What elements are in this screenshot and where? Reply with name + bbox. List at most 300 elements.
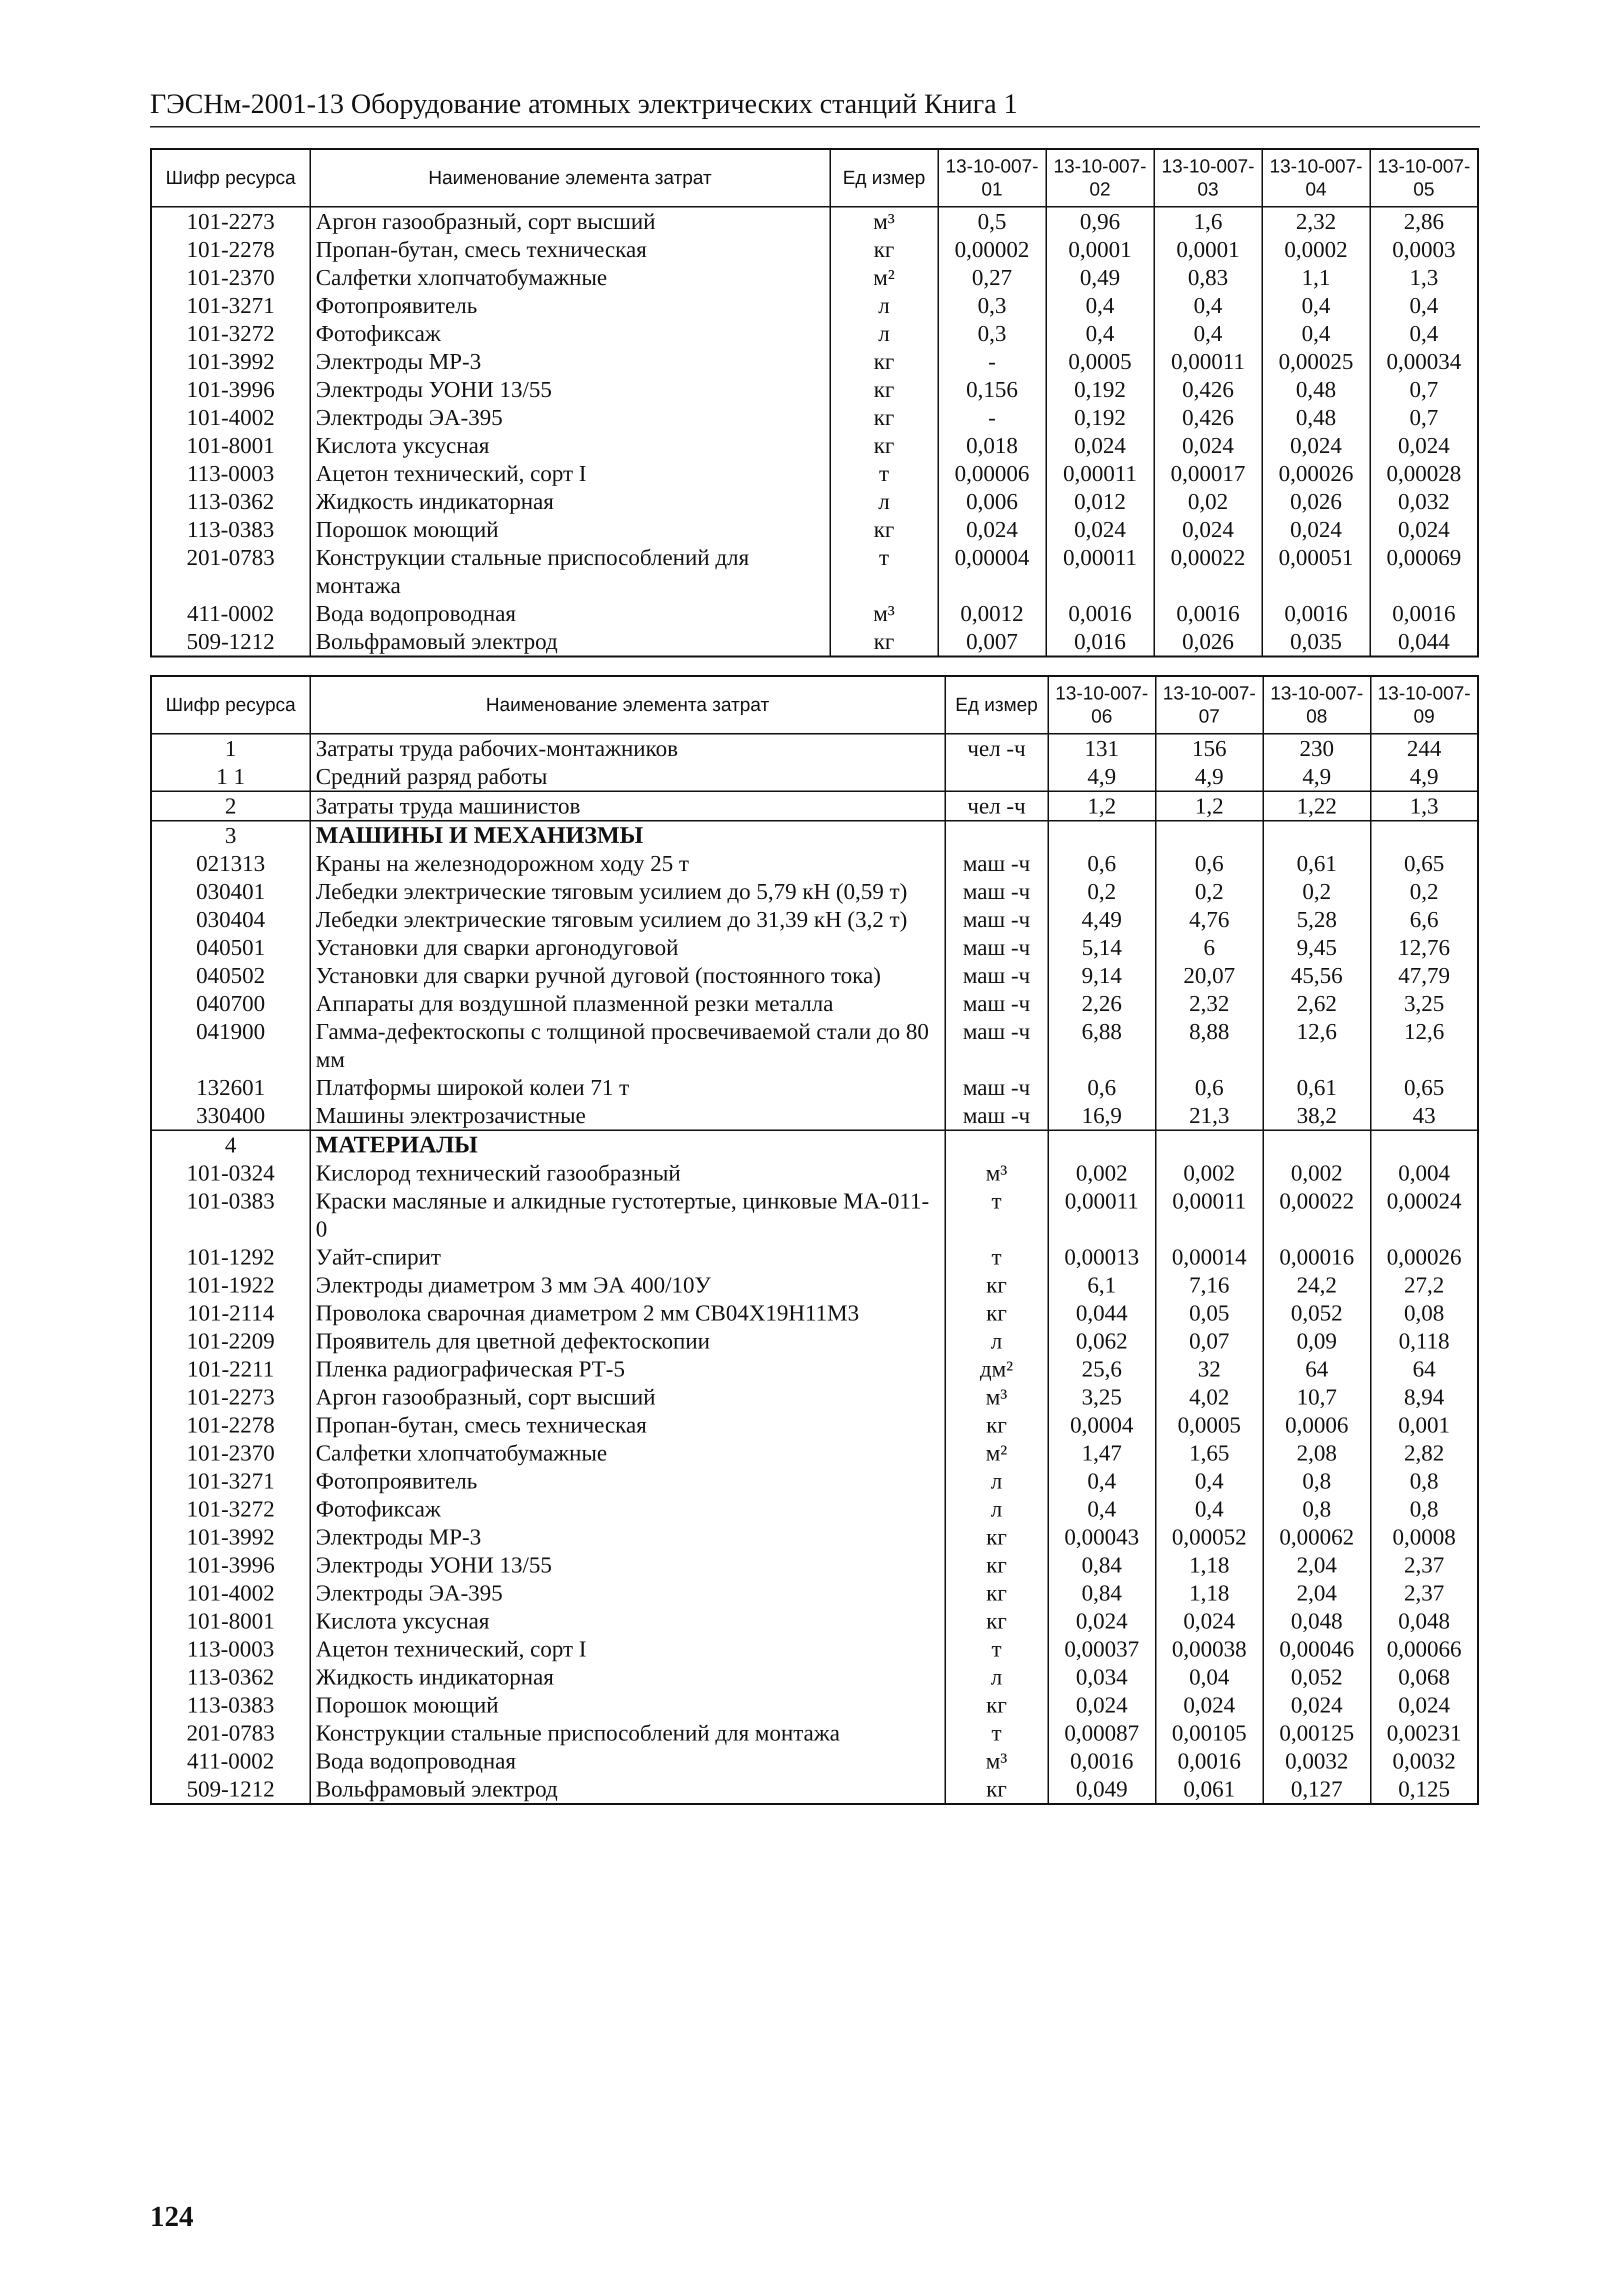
value-cell: 0,65	[1370, 850, 1478, 878]
value-cell: 0,006	[938, 488, 1046, 516]
value-cell: 0,0016	[1370, 600, 1478, 628]
resource-code: 040502	[151, 962, 310, 990]
value-cell: 0,00011	[1156, 1187, 1263, 1243]
value-cell: 0,00087	[1048, 1719, 1156, 1747]
unit: кг	[830, 348, 938, 376]
resource-code: 101-0383	[151, 1187, 310, 1243]
value-cell: 12,6	[1370, 1018, 1478, 1074]
unit: кг	[945, 1691, 1048, 1719]
value-cell: 0,00025	[1262, 348, 1370, 376]
unit: м²	[830, 264, 938, 292]
resource-code: 201-0783	[151, 1719, 310, 1747]
resource-name: Пропан-бутан, смесь техническая	[310, 236, 830, 264]
resource-table-2	[150, 675, 1479, 1805]
table-row	[151, 1691, 1478, 1719]
unit: кг	[830, 516, 938, 544]
value-cell: 0,2	[1048, 878, 1156, 906]
resource-code: 101-4002	[151, 1579, 310, 1607]
resource-name: Гамма-дефектоскопы с толщиной просвечиваемой стали до 80 мм	[310, 1018, 945, 1074]
table-header-row	[151, 676, 1478, 734]
value-cell: 0,426	[1154, 404, 1262, 432]
resource-code: 2	[151, 792, 310, 821]
value-cell: 0,8	[1263, 1495, 1370, 1523]
table-row	[151, 236, 1478, 264]
column-header-unit: Ед измер	[945, 676, 1048, 734]
value-cell: 0,035	[1262, 628, 1370, 656]
value-cell: 0,7	[1370, 404, 1478, 432]
unit: т	[945, 1719, 1048, 1747]
value-cell: 0,4	[1262, 320, 1370, 348]
value-cell: 8,88	[1156, 1018, 1263, 1074]
resource-name: Фотопроявитель	[310, 292, 830, 320]
resource-name: Жидкость индикаторная	[310, 1663, 945, 1691]
resource-name: Лебедки электрические тяговым усилием до 5,79 кН (0,59 т)	[310, 878, 945, 906]
value-cell: 0,8	[1370, 1467, 1478, 1495]
value-cell: 244	[1370, 734, 1478, 763]
value-cell: 2,04	[1263, 1551, 1370, 1579]
unit: л	[945, 1495, 1048, 1523]
resource-code: 113-0362	[151, 1663, 310, 1691]
page-number: 124	[150, 2200, 194, 2232]
value-cell: -	[938, 348, 1046, 376]
resource-name: Аргон газообразный, сорт высший	[310, 207, 830, 236]
unit: л	[945, 1663, 1048, 1691]
resource-name: Затраты труда рабочих-монтажников	[310, 734, 945, 763]
column-header-estimate: 13-10-007-07	[1156, 676, 1263, 734]
value-cell: 0,426	[1154, 376, 1262, 404]
table-row	[151, 1355, 1478, 1383]
value-cell: 0,00011	[1046, 460, 1154, 488]
resource-code: 101-3992	[151, 1523, 310, 1551]
value-cell: 0,61	[1263, 1074, 1370, 1102]
value-cell: 0,0005	[1156, 1411, 1263, 1439]
table-row	[151, 516, 1478, 544]
resource-code: 113-0003	[151, 1635, 310, 1663]
value-cell: 0,7	[1370, 376, 1478, 404]
unit: чел -ч	[945, 734, 1048, 763]
resource-name: Средний разряд работы	[310, 762, 945, 792]
resource-name: Кислота уксусная	[310, 1607, 945, 1635]
unit: кг	[945, 1607, 1048, 1635]
value-cell: 0,2	[1370, 878, 1478, 906]
value-cell: 2,26	[1048, 990, 1156, 1018]
resource-name: Фотопроявитель	[310, 1467, 945, 1495]
unit: м³	[945, 1747, 1048, 1775]
resource-code: 101-2278	[151, 236, 310, 264]
value-cell: 3,25	[1370, 990, 1478, 1018]
table-row	[151, 1747, 1478, 1775]
unit: т	[945, 1187, 1048, 1243]
table-row	[151, 1243, 1478, 1271]
value-cell: 0,00125	[1263, 1719, 1370, 1747]
resource-code: 101-3272	[151, 320, 310, 348]
unit: л	[830, 292, 938, 320]
unit: кг	[945, 1551, 1048, 1579]
value-cell: 0,192	[1046, 376, 1154, 404]
value-cell: 0,00026	[1262, 460, 1370, 488]
unit: кг	[830, 236, 938, 264]
table-row	[151, 850, 1478, 878]
value-cell: 0,00105	[1156, 1719, 1263, 1747]
value-cell: 0,068	[1370, 1663, 1478, 1691]
value-cell: 2,82	[1370, 1439, 1478, 1467]
value-cell	[1370, 821, 1478, 850]
value-cell: 6,6	[1370, 906, 1478, 934]
value-cell: 0,024	[1048, 1691, 1156, 1719]
value-cell: 0,024	[1048, 1607, 1156, 1635]
unit: м²	[945, 1439, 1048, 1467]
resource-code: 1	[151, 734, 310, 763]
table-row	[151, 460, 1478, 488]
unit: маш -ч	[945, 1074, 1048, 1102]
value-cell: 64	[1370, 1355, 1478, 1383]
column-header-estimate: 13-10-007-02	[1046, 149, 1154, 207]
table-header-row	[151, 149, 1478, 207]
value-cell: 1,3	[1370, 264, 1478, 292]
value-cell: 131	[1048, 734, 1156, 763]
column-header-estimate: 13-10-007-03	[1154, 149, 1262, 207]
column-header-estimate: 13-10-007-05	[1370, 149, 1478, 207]
resource-code: 101-3272	[151, 1495, 310, 1523]
value-cell: 2,86	[1370, 207, 1478, 236]
value-cell: 0,048	[1370, 1607, 1478, 1635]
value-cell: 0,00066	[1370, 1635, 1478, 1663]
value-cell: 0,044	[1048, 1299, 1156, 1327]
value-cell: 0,052	[1263, 1299, 1370, 1327]
table-row	[151, 1327, 1478, 1355]
value-cell: 0,018	[938, 432, 1046, 460]
value-cell: 0,8	[1370, 1495, 1478, 1523]
resource-code: 113-0362	[151, 488, 310, 516]
value-cell: 47,79	[1370, 962, 1478, 990]
unit: кг	[945, 1775, 1048, 1804]
value-cell: 0,2	[1263, 878, 1370, 906]
value-cell: 5,14	[1048, 934, 1156, 962]
value-cell: 1,2	[1048, 792, 1156, 821]
value-cell: 0,4	[1154, 292, 1262, 320]
value-cell: 0,4	[1048, 1495, 1156, 1523]
section-heading-row	[151, 821, 1478, 850]
resource-table-1	[150, 148, 1479, 658]
resource-code: 4	[151, 1130, 310, 1160]
value-cell: 0,4	[1156, 1495, 1263, 1523]
value-cell	[1048, 821, 1156, 850]
unit: маш -ч	[945, 850, 1048, 878]
value-cell: 0,04	[1156, 1663, 1263, 1691]
value-cell: 0,00231	[1370, 1719, 1478, 1747]
section-heading-row	[151, 1130, 1478, 1160]
value-cell: 0,061	[1156, 1775, 1263, 1804]
value-cell: 27,2	[1370, 1271, 1478, 1299]
value-cell: 2,37	[1370, 1579, 1478, 1607]
resource-name: Установки для сварки аргонодуговой	[310, 934, 945, 962]
unit: т	[830, 544, 938, 600]
value-cell: 0,4	[1048, 1467, 1156, 1495]
value-cell: 0,0006	[1263, 1411, 1370, 1439]
table-row	[151, 292, 1478, 320]
value-cell: 0,002	[1263, 1159, 1370, 1187]
resource-name: Порошок моющий	[310, 516, 830, 544]
value-cell: 0,004	[1370, 1159, 1478, 1187]
section-heading: МАШИНЫ И МЕХАНИЗМЫ	[310, 821, 945, 850]
unit: кг	[945, 1271, 1048, 1299]
column-header-estimate: 13-10-007-01	[938, 149, 1046, 207]
value-cell: 45,56	[1263, 962, 1370, 990]
table-row	[151, 348, 1478, 376]
resource-name: Краны на железнодорожном ходу 25 т	[310, 850, 945, 878]
table-row	[151, 432, 1478, 460]
value-cell: 0,8	[1263, 1467, 1370, 1495]
table-row	[151, 1102, 1478, 1130]
table-row	[151, 1383, 1478, 1411]
resource-code: 021313	[151, 850, 310, 878]
value-cell: 4,76	[1156, 906, 1263, 934]
value-cell: 2,62	[1263, 990, 1370, 1018]
unit: м³	[830, 207, 938, 236]
unit: маш -ч	[945, 962, 1048, 990]
resource-name: Фотофиксаж	[310, 1495, 945, 1523]
value-cell: 0,024	[1154, 516, 1262, 544]
table-row	[151, 1074, 1478, 1102]
value-cell: 0,4	[1046, 292, 1154, 320]
value-cell: 1,18	[1156, 1551, 1263, 1579]
value-cell: 0,96	[1046, 207, 1154, 236]
table-row	[151, 906, 1478, 934]
value-cell: 0,0016	[1046, 600, 1154, 628]
value-cell: 0,00006	[938, 460, 1046, 488]
value-cell: 0,05	[1156, 1299, 1263, 1327]
unit	[945, 821, 1048, 850]
resource-name: Электроды УОНИ 13/55	[310, 376, 830, 404]
resource-name: Краски масляные и алкидные густотертые, цинковые МА-011-0	[310, 1187, 945, 1243]
table-row	[151, 734, 1478, 763]
unit: маш -ч	[945, 990, 1048, 1018]
resource-code: 3	[151, 821, 310, 850]
resource-name: Салфетки хлопчатобумажные	[310, 264, 830, 292]
value-cell: 0,0001	[1154, 236, 1262, 264]
value-cell: 7,16	[1156, 1271, 1263, 1299]
resource-name: Конструкции стальные приспособлений для монтажа	[310, 544, 830, 600]
table-row	[151, 934, 1478, 962]
value-cell: 1,2	[1156, 792, 1263, 821]
value-cell: 0,00011	[1048, 1187, 1156, 1243]
value-cell: 1,3	[1370, 792, 1478, 821]
resource-code: 132601	[151, 1074, 310, 1102]
value-cell: 0,0004	[1048, 1411, 1156, 1439]
value-cell: 0,00026	[1370, 1243, 1478, 1271]
column-header-unit: Ед измер	[830, 149, 938, 207]
column-header-code: Шифр ресурса	[151, 149, 310, 207]
resource-name: Электроды УОНИ 13/55	[310, 1551, 945, 1579]
resource-name: Проволока сварочная диаметром 2 мм СВ04Х19Н11М3	[310, 1299, 945, 1327]
resource-name: Порошок моющий	[310, 1691, 945, 1719]
resource-code: 101-2114	[151, 1299, 310, 1327]
value-cell: 25,6	[1048, 1355, 1156, 1383]
resource-name: Жидкость индикаторная	[310, 488, 830, 516]
value-cell: 0,002	[1156, 1159, 1263, 1187]
resource-name: Установки для сварки ручной дуговой (постоянного тока)	[310, 962, 945, 990]
value-cell: 0,00016	[1263, 1243, 1370, 1271]
column-header-estimate: 13-10-007-04	[1262, 149, 1370, 207]
resource-name: Салфетки хлопчатобумажные	[310, 1439, 945, 1467]
unit: дм²	[945, 1355, 1048, 1383]
unit: чел -ч	[945, 792, 1048, 821]
value-cell	[1156, 1130, 1263, 1160]
table-row	[151, 600, 1478, 628]
resource-code: 030401	[151, 878, 310, 906]
value-cell: 0,00069	[1370, 544, 1478, 600]
unit: кг	[830, 376, 938, 404]
value-cell: 0,032	[1370, 488, 1478, 516]
table-row	[151, 544, 1478, 600]
value-cell: 0,00043	[1048, 1523, 1156, 1551]
value-cell: 0,6	[1048, 850, 1156, 878]
table-row	[151, 1271, 1478, 1299]
resource-name: Вода водопроводная	[310, 600, 830, 628]
value-cell: 0,024	[1263, 1691, 1370, 1719]
resource-code: 201-0783	[151, 544, 310, 600]
value-cell: 0,48	[1262, 376, 1370, 404]
unit: маш -ч	[945, 878, 1048, 906]
value-cell: 0,6	[1048, 1074, 1156, 1102]
value-cell: 0,6	[1156, 850, 1263, 878]
resource-code: 101-2370	[151, 264, 310, 292]
table-row	[151, 792, 1478, 821]
value-cell: 0,4	[1046, 320, 1154, 348]
resource-code: 101-8001	[151, 1607, 310, 1635]
resource-code: 113-0383	[151, 1691, 310, 1719]
table-row	[151, 628, 1478, 656]
value-cell: 0,0005	[1046, 348, 1154, 376]
value-cell: 12,6	[1263, 1018, 1370, 1074]
table-row	[151, 1467, 1478, 1495]
value-cell: 4,9	[1263, 762, 1370, 792]
resource-code: 101-3992	[151, 348, 310, 376]
value-cell: 24,2	[1263, 1271, 1370, 1299]
resource-code: 101-4002	[151, 404, 310, 432]
resource-name: Электроды диаметром 3 мм ЭА 400/10У	[310, 1271, 945, 1299]
value-cell: 0,09	[1263, 1327, 1370, 1355]
unit	[945, 762, 1048, 792]
unit: м³	[945, 1159, 1048, 1187]
value-cell: 0,3	[938, 320, 1046, 348]
value-cell: 0,00062	[1263, 1523, 1370, 1551]
value-cell: 9,45	[1263, 934, 1370, 962]
value-cell: 0,00028	[1370, 460, 1478, 488]
unit: маш -ч	[945, 934, 1048, 962]
resource-code: 101-8001	[151, 432, 310, 460]
table-row	[151, 1187, 1478, 1243]
value-cell: 0,02	[1154, 488, 1262, 516]
table-row	[151, 990, 1478, 1018]
resource-name: Фотофиксаж	[310, 320, 830, 348]
value-cell: 2,08	[1263, 1439, 1370, 1467]
value-cell: 0,024	[1156, 1691, 1263, 1719]
column-header-estimate: 13-10-007-08	[1263, 676, 1370, 734]
value-cell	[1156, 821, 1263, 850]
table-row	[151, 1495, 1478, 1523]
value-cell: 0,0032	[1263, 1747, 1370, 1775]
value-cell: 0,65	[1370, 1074, 1478, 1102]
resource-code: 101-0324	[151, 1159, 310, 1187]
value-cell: 2,37	[1370, 1551, 1478, 1579]
value-cell: 2,32	[1156, 990, 1263, 1018]
table-body	[151, 734, 1478, 1804]
table-row	[151, 962, 1478, 990]
resource-code: 101-1292	[151, 1243, 310, 1271]
value-cell: 0,007	[938, 628, 1046, 656]
value-cell: 0,08	[1370, 1299, 1478, 1327]
table-row	[151, 1551, 1478, 1579]
value-cell: 0,192	[1046, 404, 1154, 432]
section-heading: МАТЕРИАЛЫ	[310, 1130, 945, 1160]
resource-name: Кислота уксусная	[310, 432, 830, 460]
value-cell: 0,00038	[1156, 1635, 1263, 1663]
value-cell: 0,125	[1370, 1775, 1478, 1804]
value-cell: 0,00014	[1156, 1243, 1263, 1271]
value-cell: 0,2	[1156, 878, 1263, 906]
unit	[945, 1130, 1048, 1160]
resource-code: 101-2273	[151, 1383, 310, 1411]
value-cell: 0,044	[1370, 628, 1478, 656]
unit: кг	[830, 404, 938, 432]
resource-name: Вольфрамовый электрод	[310, 1775, 945, 1804]
column-header-estimate: 13-10-007-06	[1048, 676, 1156, 734]
value-cell: 0,034	[1048, 1663, 1156, 1691]
value-cell: 16,9	[1048, 1102, 1156, 1130]
value-cell: 12,76	[1370, 934, 1478, 962]
value-cell: 0,012	[1046, 488, 1154, 516]
resource-name: Лебедки электрические тяговым усилием до 31,39 кН (3,2 т)	[310, 906, 945, 934]
value-cell: -	[938, 404, 1046, 432]
value-cell: 0,00046	[1263, 1635, 1370, 1663]
resource-name: Электроды МР-3	[310, 348, 830, 376]
value-cell: 1,65	[1156, 1439, 1263, 1467]
resource-code: 101-2273	[151, 207, 310, 236]
resource-name: Кислород технический газообразный	[310, 1159, 945, 1187]
value-cell: 0,048	[1263, 1607, 1370, 1635]
value-cell: 0,00011	[1046, 544, 1154, 600]
value-cell: 0,118	[1370, 1327, 1478, 1355]
unit: кг	[945, 1411, 1048, 1439]
table-row	[151, 376, 1478, 404]
table-row	[151, 1775, 1478, 1804]
resource-name: Электроды МР-3	[310, 1523, 945, 1551]
value-cell: 0,4	[1370, 320, 1478, 348]
resource-code: 101-3271	[151, 1467, 310, 1495]
value-cell: 1,18	[1156, 1579, 1263, 1607]
resource-code: 101-2278	[151, 1411, 310, 1439]
unit: кг	[830, 432, 938, 460]
resource-name: Вода водопроводная	[310, 1747, 945, 1775]
table-row	[151, 1159, 1478, 1187]
value-cell: 0,052	[1263, 1663, 1370, 1691]
table-row	[151, 1579, 1478, 1607]
unit: кг	[945, 1579, 1048, 1607]
table-row	[151, 207, 1478, 236]
unit: кг	[945, 1523, 1048, 1551]
unit: маш -ч	[945, 1018, 1048, 1074]
value-cell: 0,4	[1156, 1467, 1263, 1495]
resource-name: Конструкции стальные приспособлений для монтажа	[310, 1719, 945, 1747]
resource-name: Ацетон технический, сорт I	[310, 1635, 945, 1663]
value-cell: 21,3	[1156, 1102, 1263, 1130]
value-cell: 0,0008	[1370, 1523, 1478, 1551]
table-row	[151, 488, 1478, 516]
value-cell: 0,00013	[1048, 1243, 1156, 1271]
unit: т	[830, 460, 938, 488]
resource-code: 101-2211	[151, 1355, 310, 1383]
